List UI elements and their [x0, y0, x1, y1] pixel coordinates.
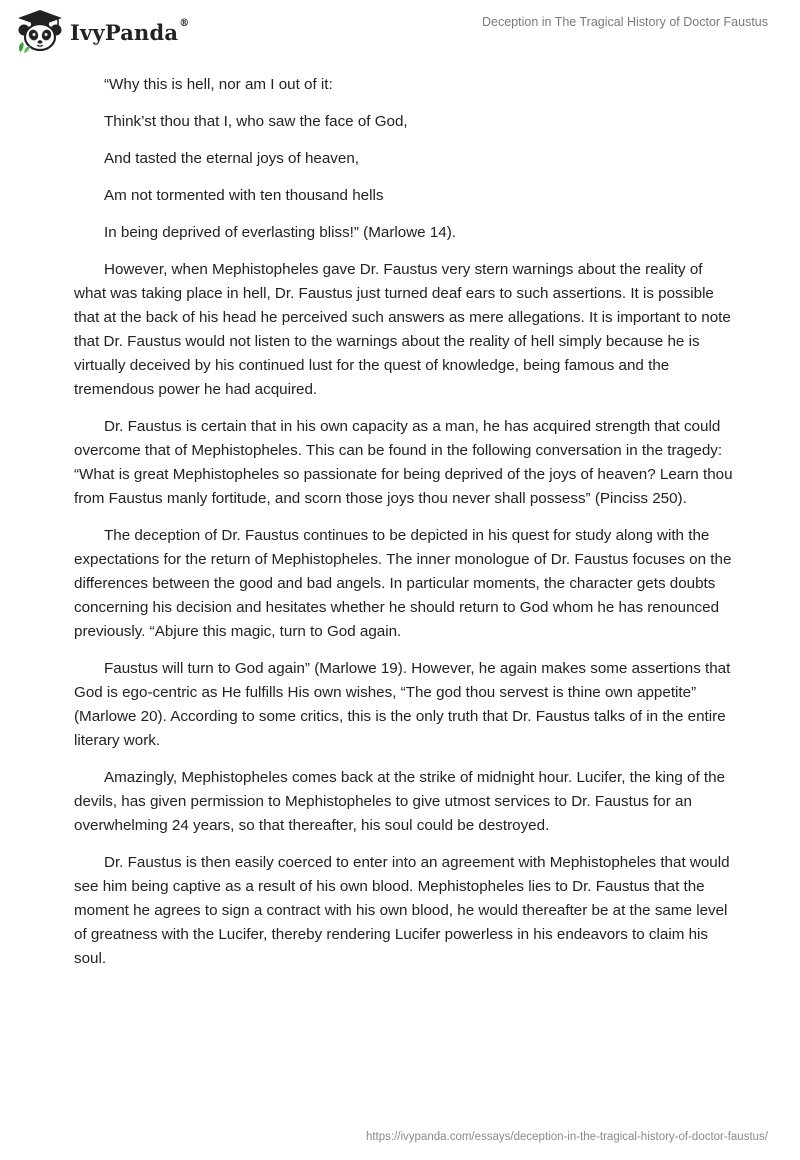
page-header: [0, 0, 800, 60]
poem-line: Think’st thou that I, who saw the face of God,: [104, 113, 408, 130]
paragraph: Amazingly, Mephistopheles comes back at the strike of midnight hour. Lucifer, the king of the devils, has given permission to Mephistopheles to give utmost services to Dr. Faustus for an overwhelming 24 years, so that thereafter, his soul could be destroyed.: [74, 769, 726, 834]
paragraph: However, when Mephistopheles gave Dr. Faustus very stern warnings about the reality of what was taking place in hell, Dr. Faustus just turned deaf ears to such assertions. It is possible that at the back of his head he perceived such answers as mere allegations. It is important to note that Dr. Faustus would not listen to the warnings about the reality of hell simply because he is virtually deceived by his continued lust for the quest of knowledge, being famous and the tremendous power he had acquired.: [74, 261, 731, 398]
poem-line: Am not tormented with ten thousand hells: [104, 187, 384, 204]
ivypanda-logo[interactable]: [14, 8, 189, 54]
paragraph: Faustus will turn to God again” (Marlowe 19). However, he again makes some assertions that God is ego-centric as He fulfills His own wishes, “The god thou servest is thine own appetite” (Marlowe 20). According to some critics, this is the only truth that Dr. Faustus talks of in the entire literary work.: [74, 660, 731, 749]
document-title: Deception in The Tragical History of Doctor Faustus: [481, 15, 768, 29]
poem-line: “Why this is hell, nor am I out of it:: [104, 76, 333, 93]
source-url[interactable]: https://ivypanda.com/essays/deception-in-the-tragical-history-of-doctor-faustus/: [365, 1131, 768, 1143]
paragraph: The deception of Dr. Faustus continues to be depicted in his quest for study along with the expectations for the return of Mephistopheles. The inner monologue of Dr. Faustus focuses on the differences between the good and bad angels. In particular moments, the character gets doubts concerning his decision and hesitates whether he should return to God whom he has renounced previously. “Abjure this magic, turn to God again.: [74, 527, 732, 640]
panda-graduate-icon: [14, 8, 66, 54]
paragraph: Dr. Faustus is certain that in his own capacity as a man, he has acquired strength that could overcome that of Mephistopheles. This can be found in the following conversation in the tragedy: “What is great Mephistopheles so passionate for being deprived of the joys of heaven? Learn thou from Faustus manly fortitude, and scorn those joys thou never shall possess” (Pinciss 250).: [74, 418, 733, 507]
poem-line: And tasted the eternal joys of heaven,: [104, 150, 359, 167]
essay-body: [74, 73, 734, 984]
brand-name: IvyPanda®: [70, 17, 190, 45]
poem-line: In being deprived of everlasting bliss!” (Marlowe 14).: [104, 224, 457, 241]
paragraph: Dr. Faustus is then easily coerced to enter into an agreement with Mephistopheles that would see him being captive as a result of his own blood. Mephistopheles lies to Dr. Faustus that the moment he agrees to sign a contract with his own blood, he would thereafter be at the same level of greatness with the Lucifer, thereby rendering Lucifer powerless in his endeavors to claim his soul.: [74, 854, 730, 967]
